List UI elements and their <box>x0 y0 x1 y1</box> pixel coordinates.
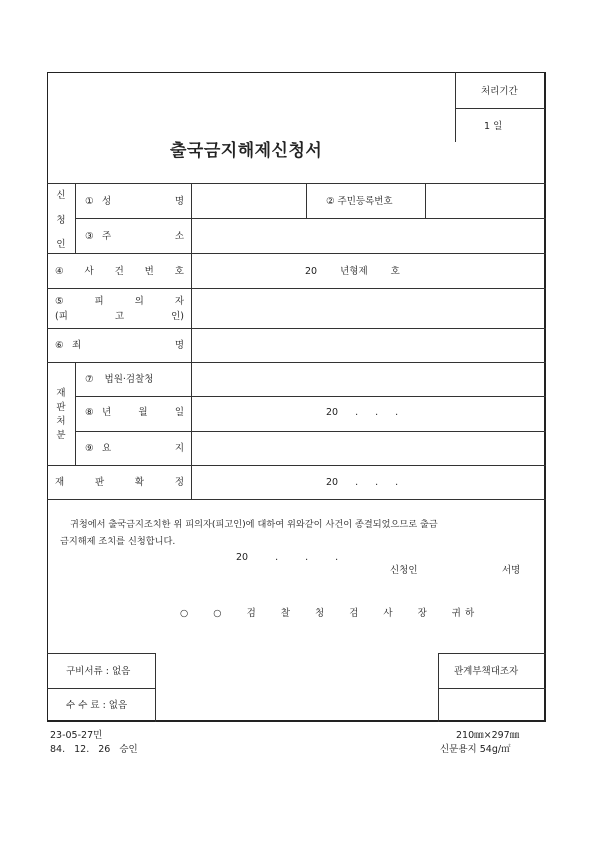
fee-label: 수 수 료 : 없음 <box>66 700 128 711</box>
form-title: 출국금지해제신청서 <box>170 141 323 161</box>
case-row-line <box>47 288 546 289</box>
name-char-1: 성 <box>102 196 112 207</box>
accused-char-2: 고 <box>114 311 125 322</box>
date-label <box>85 408 184 418</box>
addressee: ○ ○ 검 찰 청 검 사 장 귀하 <box>180 608 479 619</box>
final-char-1: 재 <box>55 477 65 488</box>
ruling-group-char-1: 재 <box>56 388 66 399</box>
address-char-1: 주 <box>102 231 112 242</box>
charge-label <box>55 341 184 351</box>
suspect-char-1: ⑤ <box>55 296 64 307</box>
statement-bottom-line <box>47 653 155 654</box>
case-number-char-5: 호 <box>174 266 184 277</box>
form-code: 23-05-27민 <box>50 730 103 741</box>
documents-label: 구비서류 : 없음 <box>66 666 131 677</box>
period-box-left <box>455 72 456 142</box>
statement-line-1: 귀청에서 출국금지조치한 위 피의자(피고인)에 대하여 위와같이 사건이 종결되었으므로 출금 <box>70 519 438 530</box>
statement-date: 20 . . . <box>236 552 339 563</box>
date-char-1: 년 <box>102 407 112 418</box>
applicant-group-label <box>55 187 67 250</box>
rrn-label: ② 주민등록번호 <box>326 196 393 207</box>
charge-char-2: 죄 <box>72 340 82 351</box>
applicant-bottom-line <box>47 253 546 254</box>
ruling-group-divider <box>75 362 76 465</box>
suspect-row-line <box>47 328 546 329</box>
label-column-divider <box>191 183 192 499</box>
responsible-box-divider <box>438 688 546 689</box>
statement-line-2: 금지해제 조치를 신청합니다. <box>60 536 176 547</box>
ruling-group-char-4: 분 <box>56 430 66 441</box>
name-char-2: 명 <box>174 196 184 207</box>
case-number-value: 20 년형제 호 <box>305 266 400 277</box>
name-num: ① <box>85 196 94 207</box>
name-label <box>85 197 184 207</box>
case-number-char-2: 사 <box>84 266 94 277</box>
final-judgment-label <box>55 478 184 488</box>
date-value: 20 . . . <box>326 407 399 418</box>
case-number-char-4: 번 <box>144 266 154 277</box>
applicant-label: 신청인 <box>390 565 418 576</box>
processing-period-value: 1 일 <box>484 121 503 132</box>
case-number-char-1: ④ <box>55 266 64 277</box>
applicant-group-char-2: 청 <box>56 214 66 226</box>
final-char-4: 정 <box>174 477 184 488</box>
suspect-char-3: 의 <box>134 296 144 307</box>
ruling-group-label <box>55 385 67 440</box>
suspect-label <box>55 297 184 307</box>
court-row-line <box>75 396 546 397</box>
responsible-label: 관계부책대조자 <box>454 666 519 677</box>
charge-row-line <box>47 362 546 363</box>
processing-period-label: 처리기간 <box>481 86 518 97</box>
rrn-left-divider <box>306 183 307 218</box>
gist-num: ⑨ <box>85 443 94 454</box>
accused-label <box>55 312 184 322</box>
suspect-char-4: 자 <box>174 296 184 307</box>
address-char-2: 소 <box>174 231 184 242</box>
date-num: ⑧ <box>85 407 94 418</box>
rrn-right-divider <box>425 183 426 218</box>
ruling-group-char-2: 판 <box>56 402 66 413</box>
signature-label: 서명 <box>502 565 521 576</box>
final-char-3: 확 <box>134 477 145 488</box>
gist-char-2: 지 <box>174 443 184 454</box>
gist-label <box>85 444 184 454</box>
period-box-divider <box>455 108 545 109</box>
accused-char-1: (피 <box>55 311 68 322</box>
applicant-group-divider <box>75 183 76 253</box>
accused-char-3: 인) <box>171 311 184 322</box>
suspect-char-2: 피 <box>94 296 104 307</box>
responsible-box-left <box>438 653 439 722</box>
documents-box-right <box>155 653 156 722</box>
case-number-char-3: 건 <box>114 266 124 277</box>
approval-date: 84. 12. 26 승인 <box>50 744 138 755</box>
charge-char-1: ⑥ <box>55 340 64 351</box>
gist-char-1: 요 <box>102 443 112 454</box>
final-judgment-value: 20 . . . <box>326 477 399 488</box>
address-label <box>85 232 184 242</box>
charge-char-3: 명 <box>174 340 184 351</box>
ruling-bottom-line <box>47 465 546 466</box>
documents-row-line <box>47 688 155 689</box>
final-row-line <box>47 499 546 500</box>
date-char-3: 일 <box>174 407 184 418</box>
applicant-group-char-1: 신 <box>56 190 66 201</box>
court-label: ⑦ 법원·검찰청 <box>85 374 154 385</box>
applicant-group-char-3: 인 <box>56 239 66 250</box>
address-num: ③ <box>85 231 94 242</box>
paper-size: 210㎜×297㎜ <box>456 730 520 741</box>
header-bottom-line <box>47 183 546 184</box>
date-row-line <box>75 431 546 432</box>
application-form <box>47 72 546 722</box>
paper-spec: 신문용지 54g/㎡ <box>440 744 511 755</box>
responsible-box-top <box>438 653 546 654</box>
date-char-2: 월 <box>138 407 148 418</box>
case-number-label <box>55 267 184 277</box>
name-row-line <box>75 218 546 219</box>
final-char-2: 판 <box>94 477 105 488</box>
ruling-group-char-3: 처 <box>56 416 66 427</box>
